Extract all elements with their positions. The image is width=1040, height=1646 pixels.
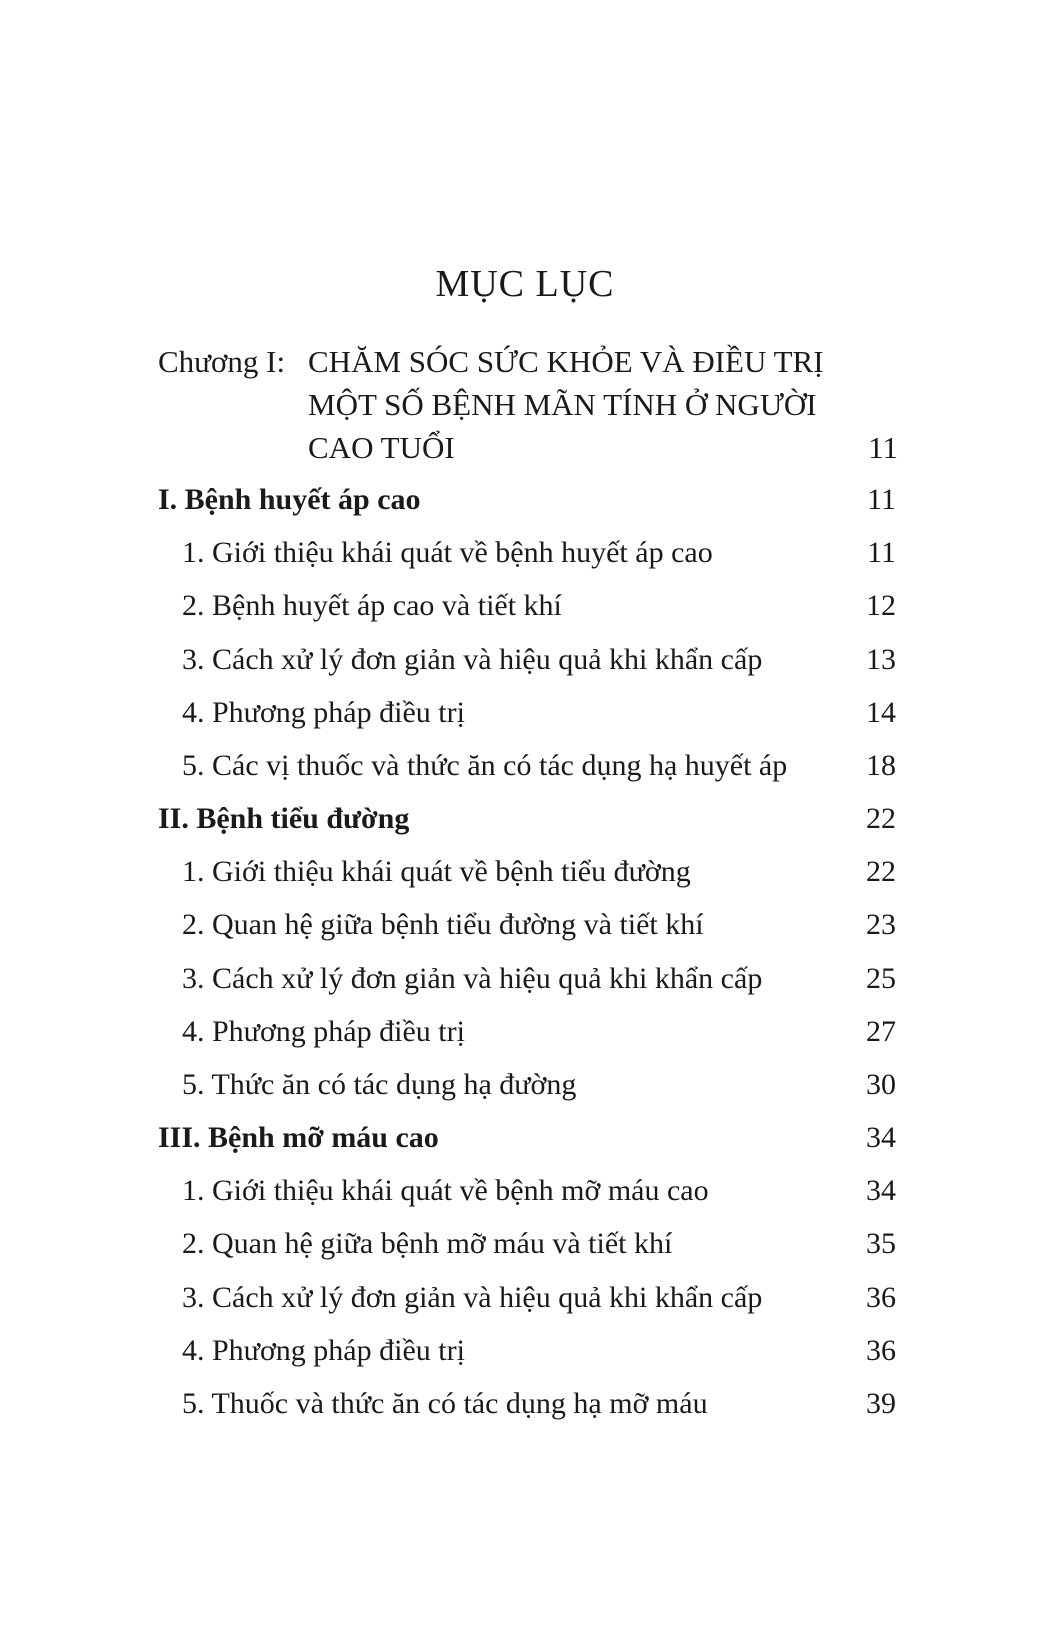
entry-title: 1. Giới thiệu khái quát về bệnh huyết áp cao: [182, 536, 713, 569]
chapter-title-line-2: MỘT SỐ BỆNH MÃN TÍNH Ở NGƯỜI: [308, 387, 817, 422]
toc-entry-row[interactable]: [0, 1012, 1040, 1052]
toc-section-row[interactable]: [0, 1118, 1040, 1158]
entry-title: 5. Các vị thuốc và thức ăn có tác dụng hạ huyết áp: [182, 749, 788, 782]
toc-entry-row[interactable]: [0, 533, 1040, 573]
toc-entry-row[interactable]: [0, 1278, 1040, 1318]
toc-entry-row[interactable]: [0, 1331, 1040, 1371]
page-number: 39: [866, 1387, 896, 1420]
chapter-title-line-3: CAO TUỔI: [308, 430, 455, 465]
toc-entry-row[interactable]: [0, 746, 1040, 786]
toc-entry-row[interactable]: [0, 1171, 1040, 1211]
page-number: 18: [866, 749, 896, 782]
page-number: 11: [867, 536, 896, 569]
entry-title: 2. Quan hệ giữa bệnh tiểu đường và tiết khí: [182, 908, 704, 941]
toc-entry-row[interactable]: [0, 852, 1040, 892]
page-number: 13: [866, 643, 896, 676]
section-title: II. Bệnh tiểu đường: [158, 802, 410, 835]
page-number: 23: [866, 908, 896, 941]
entry-title: 2. Quan hệ giữa bệnh mỡ máu và tiết khí: [182, 1227, 673, 1260]
toc-entry-row[interactable]: [0, 1065, 1040, 1105]
toc-entry-row[interactable]: [0, 693, 1040, 733]
toc-entry-row[interactable]: [0, 1384, 1040, 1424]
chapter-page-number: 11: [868, 430, 898, 465]
toc-section-row[interactable]: [0, 799, 1040, 839]
page-number: 12: [866, 589, 896, 622]
chapter-title-line-1: CHĂM SÓC SỨC KHỎE VÀ ĐIỀU TRỊ: [308, 344, 824, 379]
entry-title: 3. Cách xử lý đơn giản và hiệu quả khi khẩn cấp: [182, 643, 763, 676]
entry-title: 4. Phương pháp điều trị: [182, 696, 465, 729]
toc-entry-row[interactable]: [0, 640, 1040, 680]
page-number: 30: [866, 1068, 896, 1101]
page-number: 22: [866, 802, 896, 835]
entry-title: 3. Cách xử lý đơn giản và hiệu quả khi khẩn cấp: [182, 1281, 763, 1314]
page-number: 34: [866, 1174, 896, 1207]
page-number: 22: [866, 855, 896, 888]
section-title: III. Bệnh mỡ máu cao: [158, 1121, 439, 1154]
page-number: 27: [866, 1015, 896, 1048]
page-number: 34: [866, 1121, 896, 1154]
entry-title: 4. Phương pháp điều trị: [182, 1334, 465, 1367]
toc-entry-row[interactable]: [0, 1224, 1040, 1264]
page-number: 14: [866, 696, 896, 729]
entry-title: 5. Thức ăn có tác dụng hạ đường: [182, 1068, 577, 1101]
entry-title: 5. Thuốc và thức ăn có tác dụng hạ mỡ máu: [182, 1387, 708, 1420]
entry-title: 1. Giới thiệu khái quát về bệnh mỡ máu cao: [182, 1174, 709, 1207]
page-number: 36: [866, 1334, 896, 1367]
entry-title: 2. Bệnh huyết áp cao và tiết khí: [182, 589, 562, 622]
toc-entry-row[interactable]: [0, 905, 1040, 945]
page-number: 25: [866, 962, 896, 995]
toc-entry-row[interactable]: [0, 959, 1040, 999]
chapter-prefix: Chương I:: [158, 344, 286, 379]
page-number: 36: [866, 1281, 896, 1314]
entry-title: 3. Cách xử lý đơn giản và hiệu quả khi khẩn cấp: [182, 962, 763, 995]
section-title: I. Bệnh huyết áp cao: [158, 483, 421, 516]
entry-title: 1. Giới thiệu khái quát về bệnh tiểu đường: [182, 855, 691, 888]
page-title: MỤC LỤC: [435, 263, 615, 305]
entry-title: 4. Phương pháp điều trị: [182, 1015, 465, 1048]
page-number: 35: [866, 1227, 896, 1260]
toc-section-row[interactable]: [0, 480, 1040, 520]
toc-entry-row[interactable]: [0, 586, 1040, 626]
page-number: 11: [867, 483, 896, 516]
